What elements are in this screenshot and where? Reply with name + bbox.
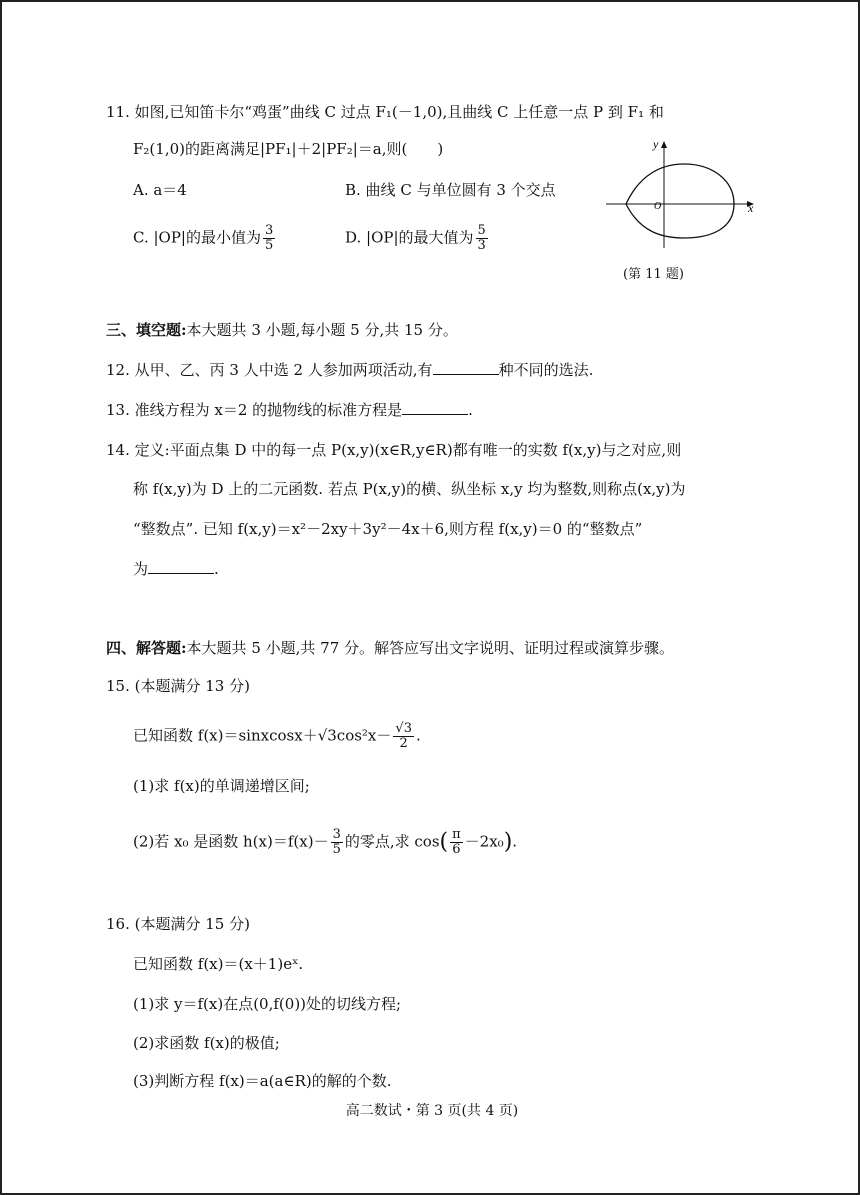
fraction-numerator: 3 — [264, 223, 274, 238]
q15-part2-end: . — [512, 832, 518, 851]
egg-curve — [626, 164, 734, 238]
q14-line2: 称 f(x,y)为 D 上的二元函数. 若点 P(x,y)的横、纵坐标 x,y 均为整数,则称点(x,y)为 — [133, 480, 686, 498]
q13 — [106, 400, 473, 420]
q16-part2: (2)求函数 f(x)的极值; — [133, 1034, 280, 1052]
q13-text-before: 13. 准线方程为 x＝2 的抛物线的标准方程是 — [106, 401, 403, 419]
section-3-desc: 本大题共 3 小题,每小题 5 分,共 15 分。 — [186, 321, 458, 339]
q11-option-d — [345, 224, 490, 253]
q15-part2-inner-rest: －2x₀ — [464, 832, 504, 851]
figure-caption: (第 11 题) — [623, 267, 684, 282]
q11-line1: 11. 如图,已知笛卡尔“鸡蛋”曲线 C 过点 F₁(－1,0),且曲线 C 上任意一点 P 到 F₁ 和 — [106, 103, 664, 121]
fraction-denominator: 3 — [477, 238, 486, 253]
fraction-numerator: 3 — [332, 827, 341, 842]
q15-given-text: 已知函数 f(x)＝sinxcosx＋√3cos²x－ — [133, 726, 392, 745]
q16-part3: (3)判断方程 f(x)＝a(a∈R)的解的个数. — [133, 1072, 392, 1090]
q11-option-c-fraction — [263, 224, 275, 253]
q15-given — [133, 722, 421, 751]
q14-line1: 14. 定义:平面点集 D 中的每一点 P(x,y)(x∈R,y∈R)都有唯一的实数 f(x,y)与之对应,则 — [106, 441, 682, 459]
q15-right-paren: ) — [503, 829, 513, 855]
q15-given-fraction — [393, 722, 414, 751]
q14-line4 — [133, 559, 219, 579]
q12-blank — [433, 360, 499, 375]
q13-blank — [402, 400, 468, 415]
section-4-header — [106, 638, 674, 658]
q15-part2-mid: 的零点,求 cos — [344, 832, 440, 851]
origin-label: O — [654, 201, 662, 212]
q12 — [106, 360, 593, 380]
q11-option-a: A. a＝4 — [133, 181, 187, 199]
fraction-numerator: √3 — [395, 721, 412, 736]
fraction-denominator: 5 — [332, 842, 341, 857]
q11-option-c — [133, 224, 277, 253]
q15-part2 — [133, 828, 517, 857]
section-3-header — [106, 320, 458, 340]
q11-option-b: B. 曲线 C 与单位圆有 3 个交点 — [345, 181, 556, 199]
fraction-denominator: 6 — [452, 842, 461, 857]
section-4-desc: 本大题共 5 小题,共 77 分。解答应写出文字说明、证明过程或演算步骤。 — [186, 639, 675, 657]
x-axis-label: x — [748, 201, 754, 215]
fraction-numerator: 5 — [477, 223, 486, 238]
q12-text-before: 12. 从甲、乙、丙 3 人中选 2 人参加两项活动,有 — [106, 361, 433, 379]
q11-line2: F₂(1,0)的距离满足|PF₁|＋2|PF₂|＝a,则( ) — [133, 140, 444, 158]
q15-part2-text: (2)若 x₀ 是函数 h(x)＝f(x)－ — [133, 832, 329, 851]
q16-part1: (1)求 y＝f(x)在点(0,f(0))处的切线方程; — [133, 995, 402, 1013]
page-footer: 高二数试・第 3 页(共 4 页) — [345, 1103, 519, 1119]
section-4-title: 四、解答题: — [106, 639, 187, 657]
q15-head: 15. (本题满分 13 分) — [106, 677, 250, 695]
y-axis-arrow — [661, 141, 667, 148]
fraction-denominator: 5 — [264, 238, 274, 253]
y-axis-label: y — [653, 137, 659, 151]
q11-option-c-text: C. |OP|的最小值为 — [133, 228, 261, 247]
q15-part1: (1)求 f(x)的单调递增区间; — [133, 777, 310, 795]
q15-part2-fraction — [331, 828, 343, 857]
q15-given-end: . — [415, 726, 421, 745]
q14-blank — [148, 559, 214, 574]
q14-line3: “整数点”. 已知 f(x,y)＝x²－2xy＋3y²－4x＋6,则方程 f(x,y)＝0 的“整数点” — [133, 520, 643, 538]
q14-text-before: 为 — [133, 560, 149, 578]
q16-given: 已知函数 f(x)＝(x＋1)eˣ. — [133, 955, 304, 973]
fraction-numerator: π — [452, 827, 461, 842]
q12-text-after: 种不同的选法. — [498, 361, 594, 379]
q11-option-d-text: D. |OP|的最大值为 — [345, 228, 474, 247]
q16-head: 16. (本题满分 15 分) — [106, 915, 250, 933]
q11-option-d-fraction — [476, 224, 488, 253]
fraction-denominator: 2 — [399, 736, 408, 751]
egg-curve-figure — [602, 136, 762, 251]
q15-left-paren: ( — [439, 829, 449, 855]
q13-text-after: . — [468, 401, 473, 419]
q14-text-after: . — [214, 560, 219, 578]
section-3-title: 三、填空题: — [106, 321, 187, 339]
q15-part2-inner-fraction — [450, 828, 463, 857]
